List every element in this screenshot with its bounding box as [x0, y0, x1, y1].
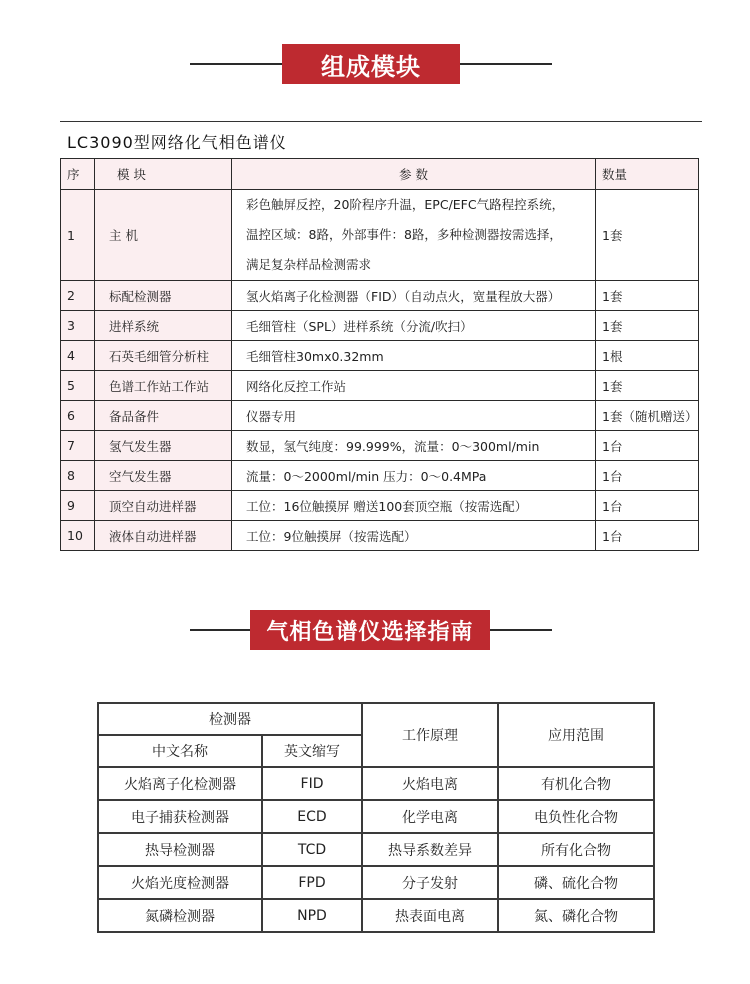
row-params: 工位：16位触摸屏 赠送100套顶空瓶（按需选配） [232, 491, 596, 521]
row-seq: 8 [61, 461, 95, 491]
row-qty: 1套 [596, 190, 699, 281]
row-module: 氢气发生器 [95, 431, 232, 461]
header-params: 参 数 [232, 159, 596, 190]
row-seq: 1 [61, 190, 95, 281]
param-line: 温控区域：8路，外部事件：8路，多种检测器按需选择， [246, 227, 562, 242]
detector-principle: 热导系数差异 [362, 833, 498, 866]
row-qty: 1套 [596, 281, 699, 311]
row-module: 标配检测器 [95, 281, 232, 311]
row-params: 毛细管柱（SPL）进样系统（分流/吹扫） [232, 311, 596, 341]
banner-line-left [190, 63, 282, 65]
header-scope: 应用范围 [498, 703, 654, 767]
row-seq: 5 [61, 371, 95, 401]
header-principle: 工作原理 [362, 703, 498, 767]
row-seq: 7 [61, 431, 95, 461]
banner-line-left [190, 629, 250, 631]
table-row [98, 899, 654, 932]
detector-scope: 有机化合物 [498, 767, 654, 800]
row-module: 顶空自动进样器 [95, 491, 232, 521]
row-module: 进样系统 [95, 311, 232, 341]
table-row [98, 833, 654, 866]
detector-scope: 磷、硫化合物 [498, 866, 654, 899]
banner-line-right [490, 629, 552, 631]
table-row [61, 371, 699, 401]
table-row [98, 800, 654, 833]
row-module: 主 机 [95, 190, 232, 281]
row-module: 石英毛细管分析柱 [95, 341, 232, 371]
detector-principle: 化学电离 [362, 800, 498, 833]
row-params: 流量：0～2000ml/min 压力：0～0.4MPa [232, 461, 596, 491]
row-params [232, 190, 596, 281]
table-row [98, 866, 654, 899]
detector-principle: 火焰电离 [362, 767, 498, 800]
row-qty: 1台 [596, 491, 699, 521]
table-row [61, 341, 699, 371]
row-qty: 1根 [596, 341, 699, 371]
detector-cn-name: 火焰光度检测器 [98, 866, 262, 899]
header-qty: 数量 [596, 159, 699, 190]
divider [60, 121, 702, 122]
header-en-abbr: 英文缩写 [262, 735, 362, 767]
table-row [61, 281, 699, 311]
detector-guide-table [97, 702, 655, 933]
detector-cn-name: 火焰离子化检测器 [98, 767, 262, 800]
table-row [61, 311, 699, 341]
row-qty: 1台 [596, 461, 699, 491]
detector-cn-name: 热导检测器 [98, 833, 262, 866]
header-seq: 序 [61, 159, 95, 190]
row-params: 数显，氢气纯度：99.999%，流量：0～300ml/min [232, 431, 596, 461]
row-qty: 1套 [596, 371, 699, 401]
detector-scope: 氮、磷化合物 [498, 899, 654, 932]
table-row [61, 521, 699, 551]
detector-principle: 热表面电离 [362, 899, 498, 932]
row-qty: 1套 [596, 311, 699, 341]
detector-en-abbr: TCD [262, 833, 362, 866]
product-title: LC3090型网络化气相色谱仪 [67, 133, 287, 152]
row-params: 氢火焰离子化检测器（FID）（自动点火，宽量程放大器） [232, 281, 596, 311]
row-params: 网络化反控工作站 [232, 371, 596, 401]
param-line: 彩色触屏反控，20阶程序升温，EPC/EFC气路程控系统， [246, 197, 565, 212]
row-module: 液体自动进样器 [95, 521, 232, 551]
module-spec-table [60, 158, 699, 551]
section-banner-guide [0, 610, 750, 650]
detector-scope: 电负性化合物 [498, 800, 654, 833]
detector-principle: 分子发射 [362, 866, 498, 899]
param-line: 满足复杂样品检测需求 [246, 257, 372, 272]
header-module: 模 块 [95, 159, 232, 190]
table-row [61, 461, 699, 491]
row-qty: 1台 [596, 431, 699, 461]
row-seq: 10 [61, 521, 95, 551]
section-title: 组成模块 [282, 44, 460, 84]
row-seq: 6 [61, 401, 95, 431]
row-params: 毛细管柱30mx0.32mm [232, 341, 596, 371]
row-module: 备品备件 [95, 401, 232, 431]
section-banner-modules [0, 44, 750, 84]
table-row [61, 401, 699, 431]
detector-en-abbr: FID [262, 767, 362, 800]
detector-cn-name: 电子捕获检测器 [98, 800, 262, 833]
table-row [61, 491, 699, 521]
row-seq: 9 [61, 491, 95, 521]
row-seq: 4 [61, 341, 95, 371]
table-header-row [61, 159, 699, 190]
row-module: 空气发生器 [95, 461, 232, 491]
table-row [61, 431, 699, 461]
detector-en-abbr: ECD [262, 800, 362, 833]
section-title: 气相色谱仪选择指南 [250, 610, 490, 650]
detector-scope: 所有化合物 [498, 833, 654, 866]
row-seq: 2 [61, 281, 95, 311]
row-params: 工位：9位触摸屏（按需选配） [232, 521, 596, 551]
row-seq: 3 [61, 311, 95, 341]
detector-cn-name: 氮磷检测器 [98, 899, 262, 932]
detector-en-abbr: FPD [262, 866, 362, 899]
table-row [61, 190, 699, 281]
table-row [98, 767, 654, 800]
detector-en-abbr: NPD [262, 899, 362, 932]
table-header-row [98, 703, 654, 735]
row-qty: 1台 [596, 521, 699, 551]
row-qty: 1套（随机赠送） [596, 401, 699, 431]
banner-line-right [460, 63, 552, 65]
row-module: 色谱工作站工作站 [95, 371, 232, 401]
row-params: 仪器专用 [232, 401, 596, 431]
header-cn-name: 中文名称 [98, 735, 262, 767]
header-detector: 检测器 [98, 703, 362, 735]
